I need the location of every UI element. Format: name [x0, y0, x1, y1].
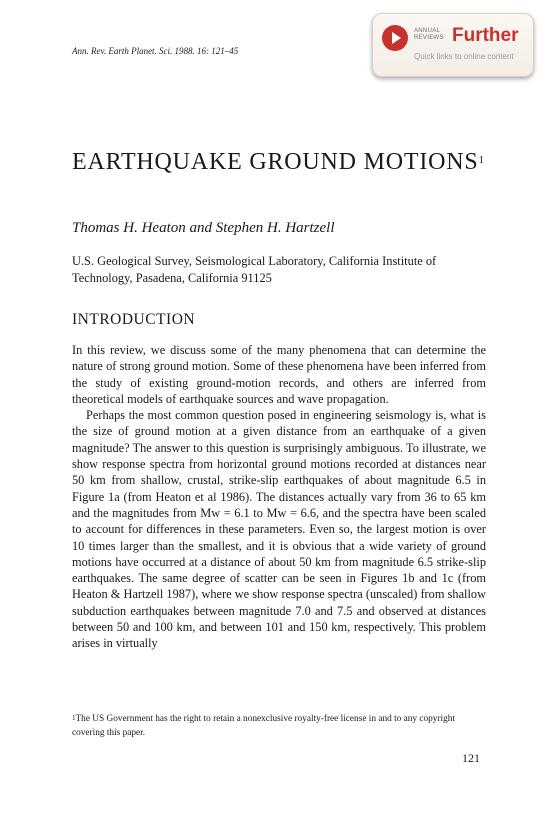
section-heading: INTRODUCTION: [72, 311, 196, 328]
paragraph: Perhaps the most common question posed in engineering seismology is, what is the size of ground motion at a given distance from an earthquake of a given magnitude? The answer to this question is surprisingly ambiguous. To illustrate, we show response spectra from horizontal ground motions recorded at distances near 50 km from shallow, crustal, strike-slip earthquakes of about magnitude 6.5 in Figure 1a (from Heaton et al 1986). The distances actually vary from 36 to 65 km and the magnitudes from Mw = 6.1 to Mw = 6.6, and the spectra have been scaled to account for differences in these parameters. Even so, the largest motion is over 10 times larger than the smallest, and it is obvious that a wide variety of ground motions have occurred at a distance of about 50 km from magnitude 6.5 strike-slip earthquakes. The same degree of scatter can be seen in Figures 1b and 1c (from Heaton & Hartzell 1987), where we show response spectra (unscaled) from shallow subduction earthquakes between magnitude 7.0 and 7.5 and observed at distances between 50 and 100 km, and between 101 and 150 km, respectively. This problem arises in virtually: [72, 408, 486, 651]
badge-tagline: Quick links to online content: [414, 52, 514, 61]
body-text: [72, 342, 486, 652]
affiliation: U.S. Geological Survey, Seismological Laboratory, California Institute of Technology, Pasadena, California 91125: [72, 254, 437, 285]
badge-further-label: Further: [452, 25, 519, 46]
footnote: [72, 712, 486, 740]
annual-reviews-logo-icon: [382, 25, 408, 51]
authors: Thomas H. Heaton and Stephen H. Hartzell: [72, 220, 335, 236]
paragraph: In this review, we discuss some of the many phenomena that can determine the nature of strong ground motion. Some of these phenomena have been inferred from the study of existing ground-motion records, and others are inferred from theoretical models of earthquake sources and wave propagation.: [72, 343, 486, 406]
badge-brand: ANNUAL REVIEWS: [414, 28, 444, 41]
journal-citation: Ann. Rev. Earth Planet. Sci. 1988. 16: 121–45: [72, 46, 239, 56]
title-footnote-mark: 1: [478, 154, 485, 166]
further-badge[interactable]: [372, 13, 534, 77]
page-number: 121: [462, 751, 480, 765]
article-title: [72, 148, 492, 176]
title-text: EARTHQUAKE GROUND MOTIONS: [72, 149, 479, 175]
footnote-text: The US Government has the right to retain a nonexclusive royalty-free license in and to any copyright covering this paper.: [72, 714, 456, 738]
footnote-mark: 1: [72, 714, 76, 722]
